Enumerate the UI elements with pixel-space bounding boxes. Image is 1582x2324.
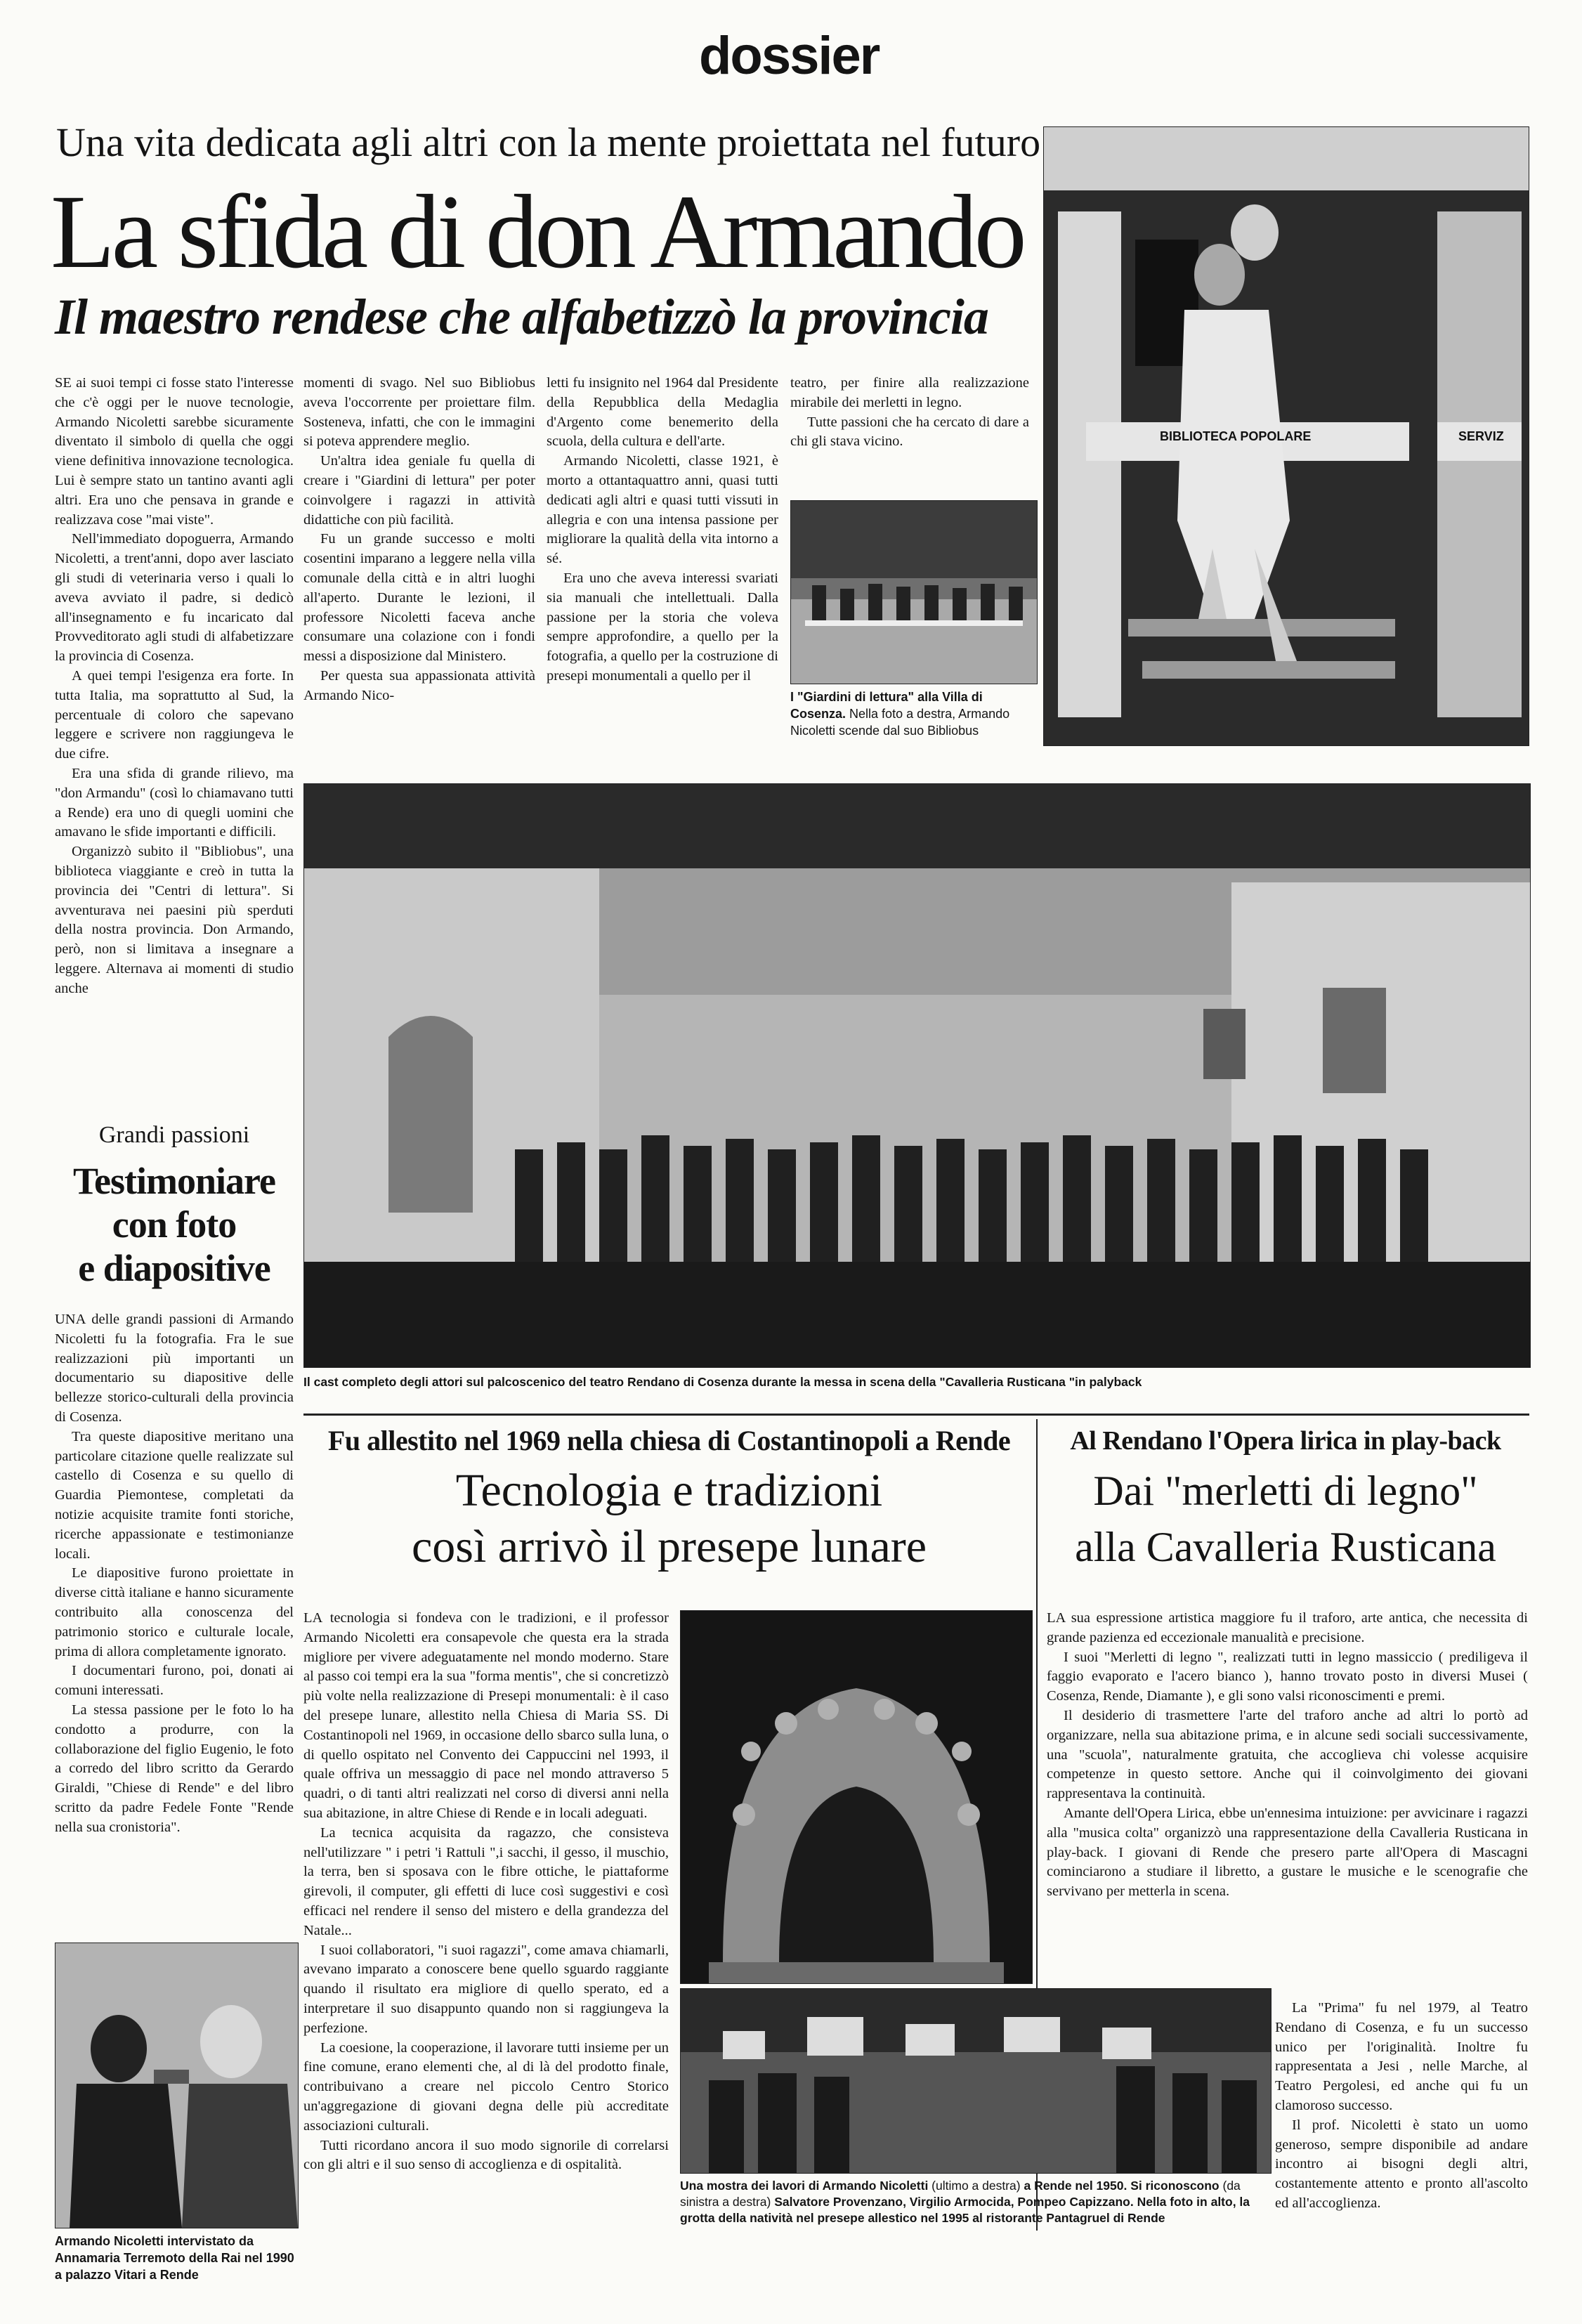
opera-title — [1043, 1463, 1528, 1575]
opera-title-line: Dai "merletti di legno" — [1093, 1468, 1478, 1514]
paragraph: Organizzò subito il "Bibliobus", una biblioteca viaggiante e creò in tutta la provincia dei "Centri di lettura". Si avventurava nei paesini più sperduti della nostra provincia. Don Armando, però, non si limitava a insegnare a leggere. Alternava ai momenti di studio anche — [55, 844, 294, 996]
opera-column-narrow — [1275, 1999, 1528, 2231]
main-subtitle: Il maestro rendese che alfabetizzò la provincia — [55, 289, 988, 345]
giardini-photo — [790, 500, 1038, 684]
paragraph: UNA delle grandi passioni di Armando Nicoletti fu la fotografia. Fra le sue realizzazioni più importanti un documentario su diapositive delle bellezze storico-culturali della provincia di Cosenza. — [55, 1312, 294, 1425]
caption-bold: I "Giardini di lettura" alla Villa di Cosenza. — [790, 690, 983, 721]
paragraph: SE ai suoi tempi ci fosse stato l'interesse che c'è oggi per le nuove tecnologie, Armando Nicoletti sarebbe sicuramente diventato il simbolo di quella che oggi viene definitiva innovazione tecnologica. Lui è sempre stato un tantino avanti agli altri. Era uno che pensava in grande e realizzava cose "mai viste". — [55, 375, 294, 528]
caption-light: (ultimo a destra) — [928, 2179, 1024, 2193]
caption-bold: a Rende nel 1950. Si riconoscono — [1024, 2179, 1220, 2193]
paragraph: letti fu insignito nel 1964 dal Presidente della Repubblica della Medaglia d'Argento come benemerito della scuola, della cultura e dell'arte. — [547, 375, 778, 450]
paragraph: I documentari furono, poi, donati ai comuni interessati. — [55, 1663, 294, 1699]
paragraph: A quei tempi l'esigenza era forte. In tutta Italia, ma soprattutto al Sud, la percentuale di coloro che sapevano leggere e scrivere non raggiungeva le due cifre. — [55, 667, 294, 762]
paragraph: La tecnica acquisita da ragazzo, che consisteva nell'utilizzare " i petri 'i Rattuli ",i sacchi, il gesso, il muschio, la terra, ben si sposava con le fibre ottiche, le piattaforme girevoli, il computer, gli effetti di luce così suggestivi e così efficaci nel rendere il senso del mistero e della grandezza del Natale... — [303, 1824, 669, 1938]
stage-photo — [303, 783, 1531, 1368]
paragraph: La "Prima" fu nel 1979, al Teatro Rendano di Cosenza, e fu un successo unico per l'originalità. Inoltre fu rappresentata a Jesi , nelle Marche, al Teatro Pergolesi, ed anche qui fu un clamoroso successo. — [1275, 2000, 1528, 2113]
grotto-illustration — [681, 1611, 1032, 1983]
paragraph: La coesione, la cooperazione, il lavorare tutti insieme per un fine comune, erano elementi che, al di là del prodotto finale, contribuivano a creare nel piccolo Centro Storico un'aggregazione di giovani degna delle più accreditate associazioni culturali. — [303, 2039, 669, 2134]
sidebar-title-line: e diapositive — [78, 1247, 270, 1289]
nativity-grotto-photo — [680, 1610, 1033, 1984]
main-column-4 — [790, 374, 1029, 500]
bibliobus-photo — [1043, 126, 1529, 746]
caption-bold: Una mostra dei lavori di Armando Nicoletti — [680, 2179, 929, 2193]
main-column-2 — [303, 374, 535, 767]
bus-sign-right: SERVIZ — [1458, 429, 1504, 443]
opera-title-line: alla Cavalleria Rusticana — [1075, 1524, 1496, 1570]
paragraph: Fu un grande successo e molti cosentini imparano a leggere nella villa comunale della città e in altri luoghi all'aperto. Durante le lezioni, il professore Nicoletti faceva anche consumare una colazione con i fondi messi a disposizione dal Ministero. — [303, 531, 535, 665]
paragraph: Le diapositive furono proiettate in diverse città italiane e hanno sicuramente contribuito alla conoscenza del patrimonio storico e culturale locale, prima di allora completamente ignorato. — [55, 1565, 294, 1659]
opera-column-top — [1047, 1609, 1528, 1988]
divider — [303, 1414, 1529, 1416]
paragraph: I suoi collaboratori, "i suoi ragazzi", come amava chiamarli, avevano imparato a conoscere bene quello sguardo raggiante quando il risultato era migliore di quello sperato, ed a interpretare il suo disappunto quando non si raggiungeva la perfezione. — [303, 1942, 669, 2036]
paragraph: LA sua espressione artistica maggiore fu il traforo, arte antica, che necessita di grande pazienza ed eccezionale manualità e precisione. — [1047, 1610, 1528, 1645]
sidebar-title-line: Testimoniare — [72, 1160, 275, 1202]
exhibition-caption — [680, 2178, 1267, 2226]
paragraph: I suoi "Merletti di legno ", realizzati tutti in legno massiccio ( prediligeva il faggio evaporato e l'acero bianco ), hanno trovato posto in diversi Musei ( Cosenza, Rende, Diamante ), e gli sono valsi riconoscimenti e premi. — [1047, 1649, 1528, 1704]
main-kicker: Una vita dedicata agli altri con la mente proiettata nel futuro — [56, 119, 1041, 165]
opera-kicker: Al Rendano l'Opera lirica in play-back — [1070, 1426, 1501, 1456]
presepe-kicker: Fu allestito nel 1969 nella chiesa di Costantinopoli a Rende — [327, 1425, 1011, 1456]
sidebar-column — [55, 1310, 294, 1935]
caption-light: (da sinistra a destra) — [680, 2179, 1241, 2209]
paragraph: Era uno che aveva interessi svariati sia manuali che intellettuali. Dalla passione per la storia che voleva sempre approfondire, a quello per la fotografia, a quello per la costruzione di presepi monumentali a quello per il — [547, 570, 778, 684]
paragraph: Era una sfida di grande rilievo, ma "don Armandu" (così lo chiamavano tutti a Rende) era uno di quegli uomini che amavano le sfide importanti e difficili. — [55, 765, 294, 840]
stage-caption: Il cast completo degli attori sul palcoscenico del teatro Rendano di Cosenza durante la messa in scena della "Cavalleria Rusticana "in palyback — [303, 1375, 1142, 1389]
giardini-caption — [790, 688, 1036, 739]
paragraph: Il desiderio di trasmettere l'arte del traforo anche ad altri lo portò ad organizzare, nella sua abitazione prima, e in alcune sedi sociali successivamente, una "scuola", naturalmente gratuita, che accoglieva chi volesse acquisire competenze in questo settore. Anche qui il coinvolgimento dei giovani rappresentava la continuità. — [1047, 1707, 1528, 1802]
presepe-title — [309, 1463, 1029, 1575]
caption-rest: Nella foto a destra, Armando Nicoletti scende dal suo Bibliobus — [790, 707, 1010, 738]
main-title: La sfida di don Armando — [51, 174, 1024, 290]
exhibition-illustration — [681, 1989, 1271, 2173]
paragraph: Un'altra idea geniale fu quella di creare i "Giardini di lettura" per poter coinvolgere i ragazzi in attività didattiche con più facilità. — [303, 453, 535, 528]
interview-photo — [55, 1943, 299, 2228]
interview-illustration — [55, 1943, 298, 2228]
presepe-title-line: Tecnologia e tradizioni — [455, 1465, 883, 1516]
presepe-column — [303, 1609, 669, 2227]
caption-bold: Salvatore Provenzano, Virgilio Armocida, Pompeo Capizzano. Nella foto in alto, la grotta della natività nel presepe allestico nel 1995 al ristorante Pantagruel di Rende — [680, 2195, 1250, 2225]
exhibition-photo — [680, 1988, 1272, 2174]
section-label: dossier — [699, 26, 880, 86]
paragraph: La stessa passione per le foto lo ha condotto a produrre, con la collaborazione del figlio Eugenio, le foto a corredo del libro scritto da Gerardo Giraldi, "Chiese di Rende" e del libro scritto da padre Fedele Fonte "Rende nella sua cronistoria". — [55, 1702, 294, 1835]
paragraph: Tutte passioni che ha cercato di dare a chi gli stava vicino. — [790, 414, 1029, 450]
paragraph: Nell'immediato dopoguerra, Armando Nicoletti, a trent'anni, dopo aver lasciato gli studi di veterinaria verso i quali lo aveva avviato il padre, si dedicò all'insegnamento e fu incaricato dal Provveditorato agli studi di alfabetizzare la provincia di Cosenza. — [55, 531, 294, 665]
garden-illustration — [791, 501, 1037, 684]
sidebar-kicker: Grandi passioni — [98, 1122, 250, 1148]
sidebar-title — [48, 1159, 301, 1290]
paragraph: Tra queste diapositive meritano una particolare citazione quelle realizzate sul castello di Cosenza e su quello di Guardia Piemontese, completati da notizie acquisite tramite fonti storiche, ricerche appassionate e testimonianze locali. — [55, 1428, 294, 1562]
bus-sign-left: BIBLIOTECA POPOLARE — [1160, 429, 1312, 443]
sidebar-title-line: con foto — [112, 1203, 237, 1246]
paragraph: Armando Nicoletti, classe 1921, è morto a ottantaquattro anni, quasi tutti dedicati agli altri e quasi tutti vissuti in allegria e con una intensa passione per migliorare la qualità della vita intorno a sé. — [547, 453, 778, 567]
stage-illustration — [304, 784, 1530, 1367]
paragraph: Il prof. Nicoletti è stato un uomo generoso, sempre disponibile ad andare incontro ai bisogni degli altri, costantemente attento e pronto all'ascolto ed all'accoglienza. — [1275, 2117, 1528, 2211]
interview-caption: Armando Nicoletti intervistato da Annamaria Terremoto della Rai nel 1990 a palazzo Vitari a Rende — [55, 2234, 294, 2282]
main-column-1 — [55, 374, 294, 1115]
paragraph: Amante dell'Opera Lirica, ebbe un'ennesima intuizione: per avvicinare i ragazzi alla "musica colta" organizzò una rappresentazione della Cavalleria Rusticana in play-back. I giovani di Rende che presero parte all'Opera di Mascagni cominciarono a studiare il libretto, a gustare le musiche e le scenografie che servivano per metterla in scena. — [1047, 1805, 1528, 1900]
paragraph: Tutti ricordano ancora il suo modo signorile di correlarsi con gli altri e il suo senso di accoglienza e di ospitalità. — [303, 2137, 669, 2173]
paragraph: momenti di svago. Nel suo Bibliobus aveva l'occorrente per proiettare film. Sosteneva, infatti, che con le immagini si poteva apprendere meglio. — [303, 375, 535, 450]
paragraph: teatro, per finire alla realizzazione mirabile dei merletti in legno. — [790, 375, 1029, 410]
presepe-title-line: così arrivò il presepe lunare — [411, 1521, 927, 1572]
paragraph: Per questa sua appassionata attività Armando Nico- — [303, 667, 535, 703]
paragraph: LA tecnologia si fondeva con le tradizioni, e il professor Armando Nicoletti era consapevole che questa era la strada migliore per vivere adeguatamente nel mondo moderno. Stare al passo coi tempi era la sua "forma mentis", che si concretizzò più volte nella realizzazione di Presepi monumentali: è il caso del presepe lunare, allestito nella Chiesa di Maria SS. Di Costantinopoli nel 1969, in occasione dello sbarco sulla luna, o di quello ospitato nel Convento dei Cappuccini nel 1993, il quale offriva un messaggio di pace nel mondo attraverso 5 quadri, o di tanti altri realizzati nel corso di diversi anni nella sua abitazione, in altre Chiese di Rende e in locali adeguati. — [303, 1610, 669, 1821]
main-column-3 — [547, 374, 778, 767]
